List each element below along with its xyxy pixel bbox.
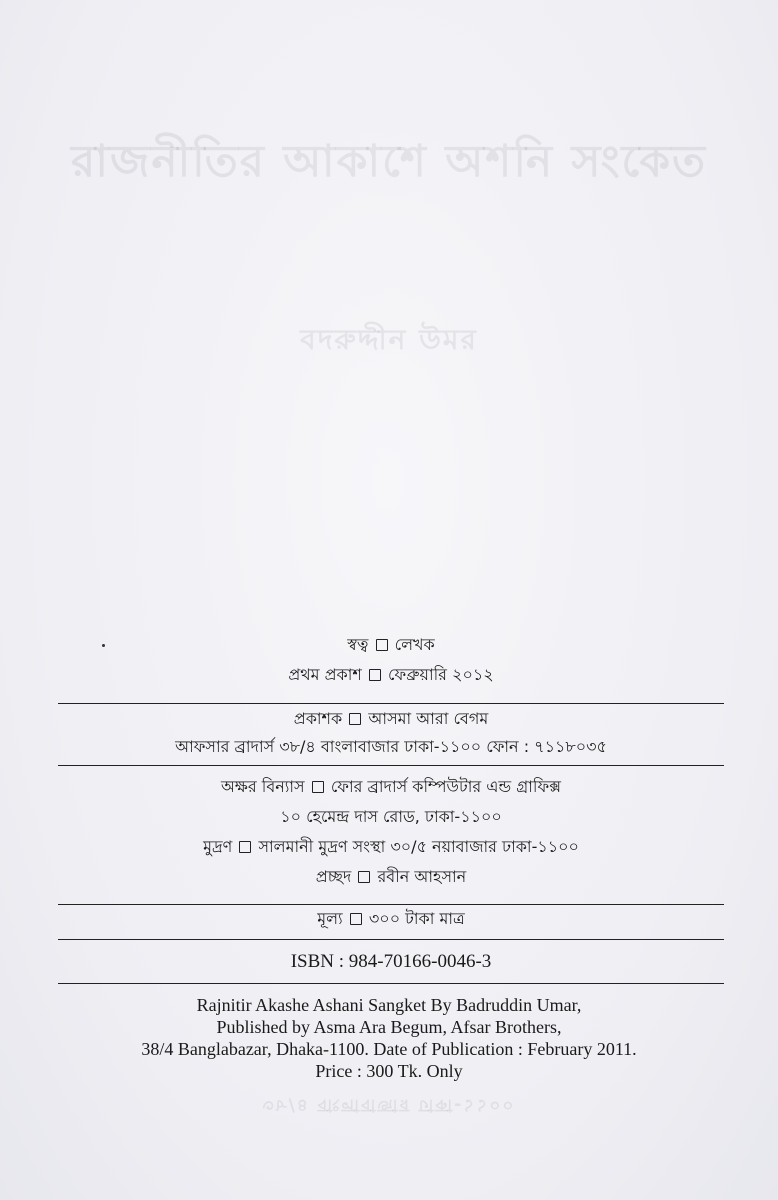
price-block [58,908,724,930]
show-through-title: রাজনীতির আকাশে অশনি সংকেত [71,136,707,187]
publisher-value: আসমা আরা বেগম [368,709,489,728]
colophon-line: Published by Asma Ara Begum, Afsar Brothers, [216,1017,562,1037]
price-value: ৩০০ টাকা মাত্র [368,909,465,928]
divider [58,703,724,704]
first-pub-value: ফেব্রুয়ারি ২০১২ [388,665,494,684]
divider [58,765,724,766]
colophon-line: Rajnitir Akashe Ashani Sangket By Badruddin Umar, [196,995,582,1015]
rights-label: স্বত্ব [347,635,369,654]
show-through-author: বদরুদ্দীন উমর [300,323,478,356]
square-bullet-icon [369,669,381,681]
isbn: ISBN : 984-70166-0046-3 [290,951,492,972]
colophon-line: Price : 300 Tk. Only [315,1061,463,1081]
divider [58,983,724,984]
first-pub-label: প্রথম প্রকাশ [288,665,362,684]
publisher-line [58,708,724,730]
show-through-address: ৩৮/৪ বাংলাবাজার ঢাকা-১১০০ [262,1095,516,1115]
price-label: মূল্য [317,909,343,928]
price-line [58,908,724,930]
publisher-label: প্রকাশক [293,709,343,728]
cover-value: রবীন আহসান [377,867,467,886]
divider [58,939,724,940]
square-bullet-icon [358,871,370,883]
colophon-line: 38/4 Banglabazar, Dhaka-1100. Date of Publication : February 2011. [141,1039,637,1059]
square-bullet-icon [312,781,324,793]
typesetting-label: অক্ষর বিন্যাস [221,777,305,796]
typesetting-address: ১০ হেমেন্দ্র দাস রোড, ঢাকা-১১০০ [280,807,502,826]
publisher-block [58,708,724,758]
typesetting-line [58,776,724,798]
square-bullet-icon [350,913,362,925]
cover-line [58,866,724,888]
publisher-address: আফসার ব্রাদার্স ৩৮/৪ বাংলাবাজার ঢাকা-১১০০ ফোন : ৭১১৮০৩৫ [175,737,607,756]
typesetting-value: ফোর ব্রাদার্স কম্পিউটার এন্ড গ্রাফিক্স [330,777,561,796]
rights-line [58,634,724,656]
cover-label: প্রচ্ছদ [315,867,352,886]
rights-block [58,634,724,686]
first-pub-line [58,664,724,686]
printing-label: মুদ্রণ [203,837,233,856]
printing-line [58,836,724,858]
english-colophon [30,994,748,1082]
rights-value: লেখক [394,635,435,654]
isbn-block [58,951,724,973]
square-bullet-icon [239,841,251,853]
divider [58,904,724,905]
square-bullet-icon [376,639,388,651]
printing-value: সালমানী মুদ্রণ সংস্থা ৩০/৫ নয়াবাজার ঢাকা-১১০০ [258,837,579,856]
production-block [58,776,724,888]
square-bullet-icon [349,713,361,725]
